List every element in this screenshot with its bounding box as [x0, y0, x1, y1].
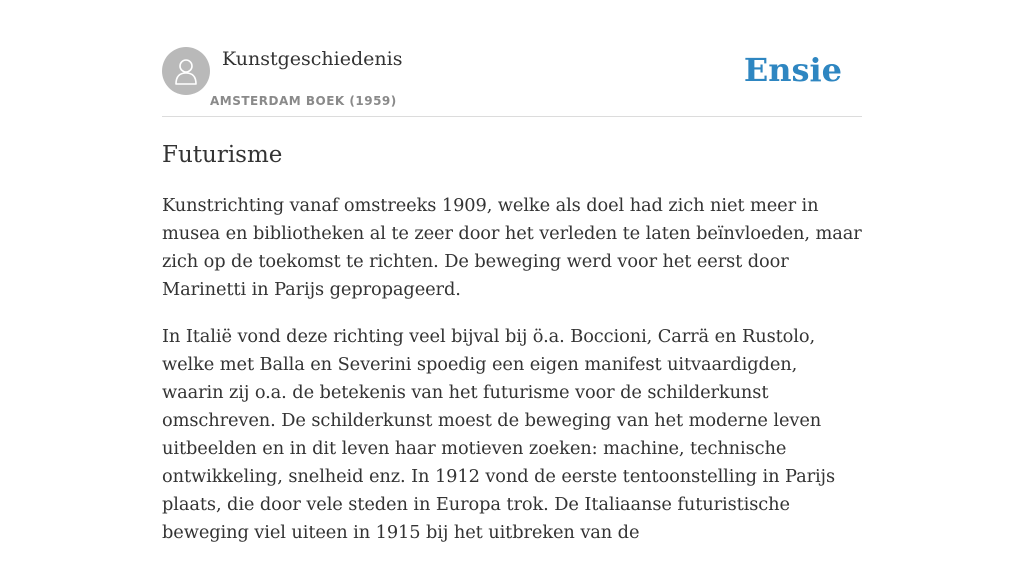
- book-header: [162, 47, 862, 117]
- article-title: Futurisme: [162, 142, 283, 168]
- paragraph: In Italië vond deze richting veel bijval bij ö.a. Boccioni, Carrä en Rustolo, welke met Balla en Severini spoedig een eigen manifest uitvaardigden, waarin zij o.a. de betekenis van het futurisme voor de schilderkunst omschreven. De schilderkunst moest de beweging van het moderne leven uitbeelden en in dit leven haar motieven zoeken: machine, technische ontwikkeling, snelheid enz. In 1912 vond de eerste tentoonstelling in Parijs plaats, die door vele steden in Europa trok. De Italiaanse futuristische beweging viel uiteen in 1915 bij het uitbreken van de: [162, 326, 835, 543]
- ensie-logo[interactable]: Ensie: [743, 51, 842, 89]
- user-icon: [173, 57, 199, 85]
- avatar[interactable]: [162, 47, 210, 95]
- article-body: [162, 192, 862, 566]
- paragraph: Kunstrichting vanaf omstreeks 1909, welke als doel had zich niet meer in musea en bibliotheken al te zeer door het verleden te laten beïnvloeden, maar zich op de toekomst te richten. De beweging werd voor het eerst door Marinetti in Parijs gepropageerd.: [162, 195, 862, 300]
- book-subtitle: AMSTERDAM BOEK (1959): [210, 94, 397, 108]
- book-title[interactable]: Kunstgeschiedenis: [222, 48, 403, 70]
